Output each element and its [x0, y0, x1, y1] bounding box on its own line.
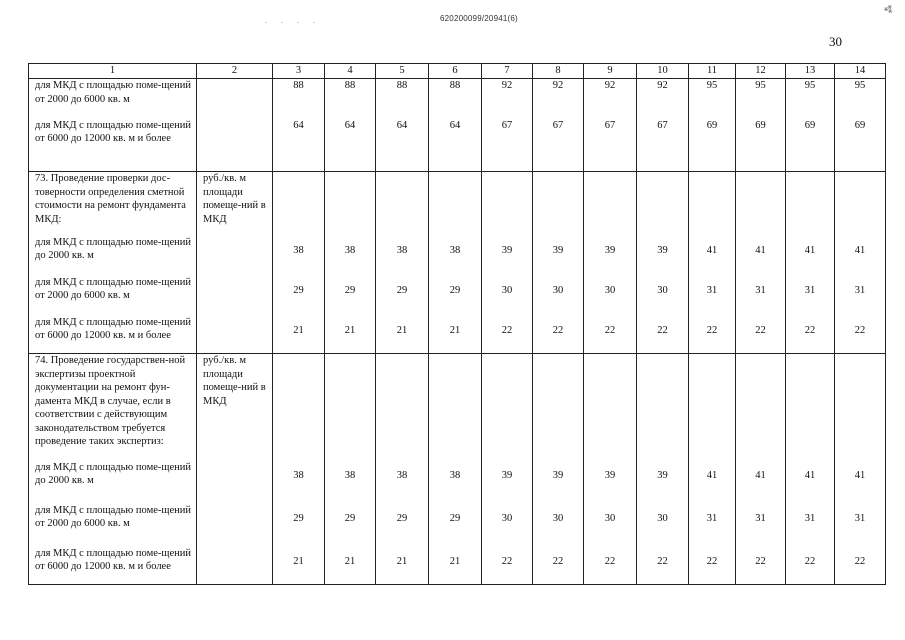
value-cell: 95 — [736, 79, 786, 119]
value-cell: 29 — [273, 276, 325, 316]
value-cell: 38 — [273, 461, 325, 504]
value-cell: 30 — [637, 504, 689, 547]
value-cell — [482, 172, 533, 236]
page-number: 30 — [829, 34, 842, 49]
value-cell: 30 — [533, 504, 584, 547]
value-cell: 30 — [584, 276, 637, 316]
value-cell: 88 — [376, 79, 429, 119]
value-cell — [835, 172, 886, 236]
table-row — [29, 547, 886, 585]
table-row — [29, 236, 886, 276]
column-header-1: 1 — [29, 64, 197, 79]
value-cell: 22 — [689, 547, 736, 585]
value-cell: 39 — [482, 236, 533, 276]
value-cell: 21 — [273, 547, 325, 585]
value-cell: 92 — [533, 79, 584, 119]
value-cell — [835, 354, 886, 461]
value-cell: 41 — [736, 236, 786, 276]
value-cell: 41 — [786, 461, 835, 504]
value-cell — [736, 172, 786, 236]
value-cell — [273, 172, 325, 236]
value-cell: 22 — [637, 316, 689, 354]
value-cell: 22 — [482, 316, 533, 354]
scan-dots: . . . . — [265, 16, 321, 25]
value-cell — [325, 354, 376, 461]
column-header-14: 14 — [835, 64, 886, 79]
column-header-8: 8 — [533, 64, 584, 79]
value-cell: 67 — [533, 119, 584, 172]
value-cell: 22 — [786, 547, 835, 585]
value-cell: 92 — [637, 79, 689, 119]
value-cell: 31 — [689, 504, 736, 547]
value-cell: 39 — [584, 236, 637, 276]
value-cell: 29 — [376, 504, 429, 547]
value-cell: 29 — [429, 504, 482, 547]
row-label: 73. Проведение проверки дос-товерности определения сметной стоимости на ремонт фундамента МКД: — [29, 172, 197, 236]
value-cell: 30 — [482, 504, 533, 547]
value-cell: 30 — [533, 276, 584, 316]
value-cell — [482, 354, 533, 461]
value-cell: 69 — [736, 119, 786, 172]
row-label: 74. Проведение государствен-ной экспертизы проектной документации на ремонт фун-дамента МКД в случае, если в соответствии с действующим законодательством требуется проведение таких экспертиз: — [29, 354, 197, 461]
value-cell: 39 — [637, 461, 689, 504]
column-header-4: 4 — [325, 64, 376, 79]
value-cell: 88 — [429, 79, 482, 119]
value-cell: 38 — [325, 236, 376, 276]
table-row — [29, 316, 886, 354]
value-cell: 31 — [835, 504, 886, 547]
value-cell: 31 — [786, 276, 835, 316]
table-row — [29, 354, 886, 461]
value-cell — [376, 354, 429, 461]
value-cell: 38 — [376, 236, 429, 276]
document-id: 620200099/20941(6) — [440, 14, 518, 23]
value-cell: 22 — [835, 547, 886, 585]
value-cell: 64 — [325, 119, 376, 172]
value-cell: 30 — [584, 504, 637, 547]
value-cell: 22 — [533, 316, 584, 354]
value-cell: 64 — [273, 119, 325, 172]
row-label: для МКД с площадью поме-щений от 2000 до 6000 кв. м — [29, 276, 197, 316]
value-cell: 95 — [835, 79, 886, 119]
table-row — [29, 172, 886, 236]
column-header-3: 3 — [273, 64, 325, 79]
value-cell: 29 — [325, 504, 376, 547]
table-header-row — [29, 64, 886, 79]
value-cell: 31 — [736, 276, 786, 316]
value-cell: 92 — [584, 79, 637, 119]
value-cell: 41 — [689, 236, 736, 276]
unit-cell — [197, 547, 273, 585]
corner-mark: ⁂ — [882, 2, 895, 16]
table-row — [29, 461, 886, 504]
value-cell: 22 — [689, 316, 736, 354]
value-cell: 39 — [482, 461, 533, 504]
column-header-9: 9 — [584, 64, 637, 79]
value-cell: 22 — [584, 316, 637, 354]
value-cell: 21 — [325, 547, 376, 585]
value-cell: 95 — [786, 79, 835, 119]
value-cell — [637, 354, 689, 461]
value-cell — [429, 354, 482, 461]
value-cell: 39 — [637, 236, 689, 276]
value-cell: 22 — [835, 316, 886, 354]
table-row — [29, 276, 886, 316]
value-cell — [273, 354, 325, 461]
unit-cell — [197, 79, 273, 119]
value-cell: 95 — [689, 79, 736, 119]
value-cell: 22 — [637, 547, 689, 585]
value-cell: 38 — [376, 461, 429, 504]
column-header-7: 7 — [482, 64, 533, 79]
value-cell — [786, 172, 835, 236]
column-header-12: 12 — [736, 64, 786, 79]
unit-cell: руб./кв. м площади помеще-ний в МКД — [197, 172, 273, 236]
value-cell: 67 — [482, 119, 533, 172]
value-cell: 22 — [736, 547, 786, 585]
value-cell: 22 — [482, 547, 533, 585]
column-header-11: 11 — [689, 64, 736, 79]
row-label: для МКД с площадью поме-щений от 2000 до 6000 кв. м — [29, 504, 197, 547]
value-cell — [689, 172, 736, 236]
column-header-6: 6 — [429, 64, 482, 79]
unit-cell — [197, 236, 273, 276]
row-label: для МКД с площадью поме-щений до 2000 кв. м — [29, 236, 197, 276]
value-cell: 22 — [533, 547, 584, 585]
value-cell: 30 — [482, 276, 533, 316]
column-header-5: 5 — [376, 64, 429, 79]
value-cell: 21 — [376, 547, 429, 585]
value-cell — [584, 172, 637, 236]
unit-cell — [197, 461, 273, 504]
value-cell — [429, 172, 482, 236]
value-cell: 38 — [273, 236, 325, 276]
value-cell — [736, 354, 786, 461]
value-cell: 64 — [429, 119, 482, 172]
value-cell: 41 — [736, 461, 786, 504]
value-cell: 21 — [429, 316, 482, 354]
value-cell — [786, 354, 835, 461]
value-cell: 69 — [786, 119, 835, 172]
value-cell: 21 — [273, 316, 325, 354]
table-row — [29, 79, 886, 119]
value-cell — [325, 172, 376, 236]
column-header-13: 13 — [786, 64, 835, 79]
value-cell — [533, 354, 584, 461]
value-cell: 67 — [584, 119, 637, 172]
column-header-2: 2 — [197, 64, 273, 79]
unit-cell — [197, 504, 273, 547]
value-cell: 29 — [273, 504, 325, 547]
value-cell: 41 — [689, 461, 736, 504]
value-cell: 39 — [533, 461, 584, 504]
row-label: для МКД с площадью поме-щений от 2000 до 6000 кв. м — [29, 79, 197, 119]
value-cell: 31 — [689, 276, 736, 316]
value-cell: 41 — [786, 236, 835, 276]
table-row — [29, 504, 886, 547]
value-cell: 64 — [376, 119, 429, 172]
value-cell: 29 — [429, 276, 482, 316]
row-label: для МКД с площадью поме-щений от 6000 до 12000 кв. м и более — [29, 316, 197, 354]
value-cell: 29 — [325, 276, 376, 316]
value-cell: 38 — [429, 461, 482, 504]
value-cell: 21 — [376, 316, 429, 354]
value-cell: 31 — [736, 504, 786, 547]
value-cell: 69 — [689, 119, 736, 172]
value-cell — [533, 172, 584, 236]
value-cell — [584, 354, 637, 461]
unit-cell: руб./кв. м площади помеще-ний в МКД — [197, 354, 273, 461]
value-cell: 39 — [584, 461, 637, 504]
value-cell: 92 — [482, 79, 533, 119]
value-cell: 22 — [736, 316, 786, 354]
row-label: для МКД с площадью поме-щений от 6000 до 12000 кв. м и более — [29, 119, 197, 172]
value-cell: 21 — [325, 316, 376, 354]
value-cell: 29 — [376, 276, 429, 316]
value-cell: 39 — [533, 236, 584, 276]
value-cell — [637, 172, 689, 236]
value-cell: 30 — [637, 276, 689, 316]
value-cell: 41 — [835, 236, 886, 276]
table-row — [29, 119, 886, 172]
unit-cell — [197, 316, 273, 354]
value-cell: 88 — [273, 79, 325, 119]
value-cell: 41 — [835, 461, 886, 504]
row-label: для МКД с площадью поме-щений до 2000 кв. м — [29, 461, 197, 504]
column-header-10: 10 — [637, 64, 689, 79]
value-cell — [689, 354, 736, 461]
value-cell: 69 — [835, 119, 886, 172]
value-cell: 88 — [325, 79, 376, 119]
tariff-table — [28, 63, 886, 585]
value-cell: 31 — [786, 504, 835, 547]
unit-cell — [197, 119, 273, 172]
row-label: для МКД с площадью поме-щений от 6000 до 12000 кв. м и более — [29, 547, 197, 585]
unit-cell — [197, 276, 273, 316]
value-cell — [376, 172, 429, 236]
value-cell: 38 — [429, 236, 482, 276]
value-cell: 38 — [325, 461, 376, 504]
value-cell: 22 — [584, 547, 637, 585]
value-cell: 67 — [637, 119, 689, 172]
value-cell: 21 — [429, 547, 482, 585]
value-cell: 22 — [786, 316, 835, 354]
value-cell: 31 — [835, 276, 886, 316]
